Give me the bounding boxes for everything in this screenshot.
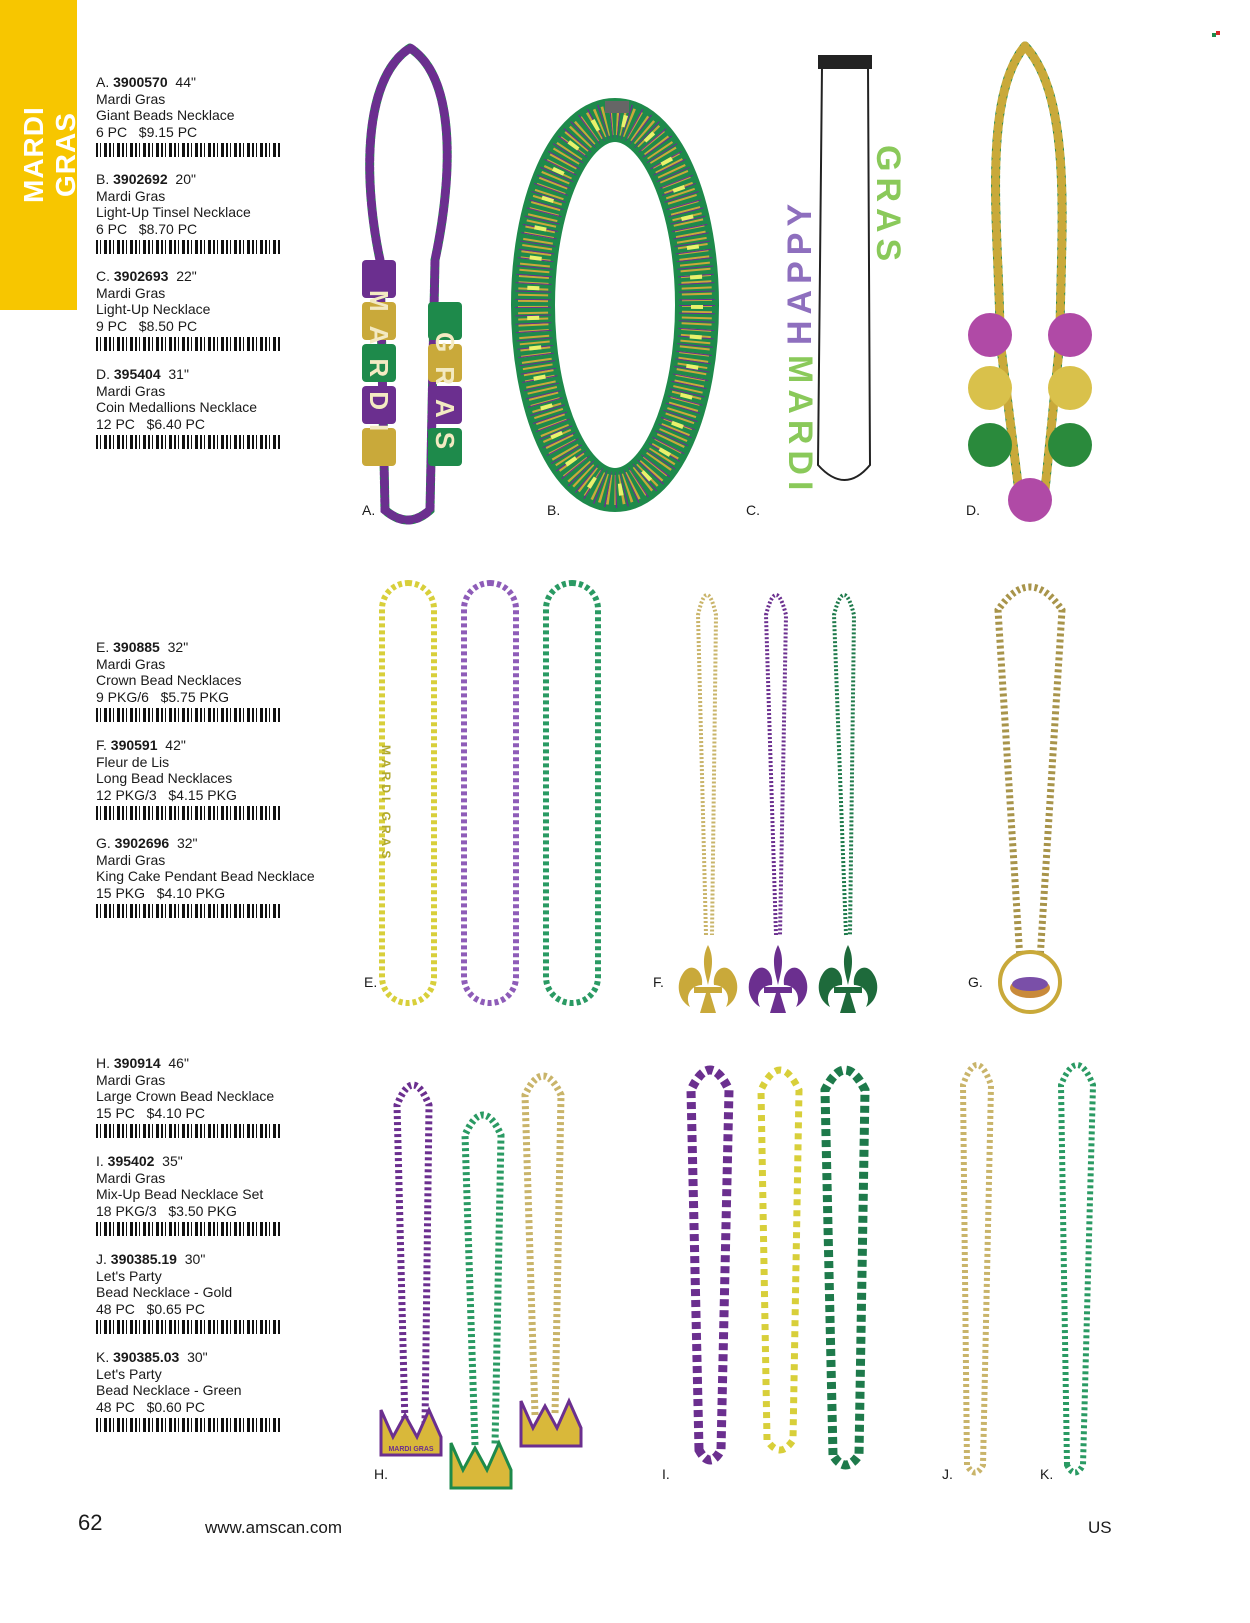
product-sku-line: I. 395402 35": [96, 1153, 183, 1169]
product-line1: Mardi Gras: [96, 1169, 166, 1186]
product-pack-price: 48 PC $0.60 PC: [96, 1398, 205, 1415]
product-pack-price: 9 PC $8.50 PC: [96, 317, 198, 334]
product-pack-price: 12 PC $6.40 PC: [96, 415, 205, 432]
product-line2: Crown Bead Necklaces: [96, 672, 242, 688]
product-f: [96, 737, 346, 820]
product-pack-price: 48 PC $0.65 PC: [96, 1300, 205, 1317]
image-label-i: I.: [662, 1466, 670, 1482]
product-e: [96, 639, 346, 722]
product-line2: Long Bead Necklaces: [96, 770, 233, 786]
barcode: [96, 1418, 282, 1432]
product-h: [96, 1055, 346, 1138]
barcode: [96, 1320, 282, 1334]
image-label-j: J.: [942, 1466, 953, 1482]
product-j: [96, 1251, 346, 1334]
page-number: 62: [78, 1510, 103, 1535]
necklace-c-image: [770, 45, 930, 515]
barcode: [96, 337, 282, 351]
product-line2: Bead Necklace - Gold: [96, 1284, 233, 1300]
barcode: [96, 143, 282, 157]
necklace-i-image: [675, 1060, 890, 1490]
product-line2: Coin Medallions Necklace: [96, 399, 258, 415]
image-label-c: C.: [746, 502, 760, 518]
product-b: [96, 171, 346, 254]
product-pack-price: 18 PKG/3 $3.50 PKG: [96, 1202, 237, 1219]
product-line1: Mardi Gras: [96, 284, 166, 301]
product-sku-line: F. 390591 42": [96, 737, 186, 753]
product-line1: Let's Party: [96, 1267, 162, 1284]
necklace-g-image: [980, 570, 1080, 1020]
product-pack-price: 6 PC $9.15 PC: [96, 123, 198, 140]
image-label-b: B.: [547, 502, 561, 518]
barcode: [96, 1222, 282, 1236]
barcode: [96, 1124, 282, 1138]
necklace-b-image: [505, 95, 725, 515]
product-sku-line: B. 3902692 20": [96, 171, 196, 187]
product-sku-line: D. 395404 31": [96, 366, 189, 382]
necklace-jk-image: [955, 1055, 1105, 1485]
product-line1: Fleur de Lis: [96, 753, 170, 770]
necklace-h-image: [375, 1065, 590, 1505]
product-pack-price: 6 PC $8.70 PC: [96, 220, 198, 237]
necklace-c-right-letters: GRAS: [869, 145, 907, 268]
necklace-c-left-letters: HAPPY: [781, 197, 819, 345]
product-line2: King Cake Pendant Bead Necklace: [96, 868, 315, 884]
product-line2: Light-Up Necklace: [96, 301, 211, 317]
image-label-g: G.: [968, 974, 983, 990]
product-sku-line: A. 3900570 44": [96, 74, 196, 90]
necklace-f-image: [670, 575, 890, 1020]
necklace-a-left-letters: MARDI: [364, 290, 394, 446]
product-c: [96, 268, 346, 351]
image-label-a: A.: [362, 502, 376, 518]
product-line1: Mardi Gras: [96, 90, 166, 107]
product-sku-line: K. 390385.03 30": [96, 1349, 208, 1365]
necklace-a-right-letters: GRAS: [430, 332, 460, 464]
footer-region: US: [1088, 1518, 1112, 1537]
product-line1: Let's Party: [96, 1365, 162, 1382]
product-d: [96, 366, 346, 449]
product-line2: Large Crown Bead Necklace: [96, 1088, 275, 1104]
section-tab-label: MARDI GRAS: [18, 106, 81, 204]
product-sku-line: C. 3902693 22": [96, 268, 197, 284]
necklace-d-image: [960, 40, 1110, 530]
necklace-c-mid-letters: MARDI: [781, 355, 819, 497]
image-label-f: F.: [653, 974, 664, 990]
product-line1: Mardi Gras: [96, 382, 166, 399]
barcode: [96, 240, 282, 254]
product-sku-line: G. 3902696 32": [96, 835, 198, 851]
fleur-de-lis-pendants: [679, 945, 878, 1013]
barcode: [96, 708, 282, 722]
product-line1: Mardi Gras: [96, 1071, 166, 1088]
barcode: [96, 435, 282, 449]
corner-registration-mark: [1212, 31, 1222, 41]
necklace-a-image: [350, 40, 490, 530]
image-label-k: K.: [1040, 1466, 1054, 1482]
product-line1: Mardi Gras: [96, 187, 166, 204]
barcode: [96, 806, 282, 820]
necklace-h-pendant-text: MARDI GRAS: [388, 1446, 434, 1453]
image-label-d: D.: [966, 502, 980, 518]
product-i: [96, 1153, 346, 1236]
product-pack-price: 9 PKG/6 $5.75 PKG: [96, 688, 230, 705]
product-pack-price: 15 PKG $4.10 PKG: [96, 884, 226, 901]
product-sku-line: H. 390914 46": [96, 1055, 189, 1071]
product-line1: Mardi Gras: [96, 851, 166, 868]
image-label-e: E.: [364, 974, 378, 990]
necklace-e-image: [370, 575, 630, 1015]
image-label-h: H.: [374, 1466, 388, 1482]
necklace-e-bead-text: MARDI GRAS: [379, 745, 393, 863]
product-a: [96, 74, 346, 157]
product-g: [96, 835, 346, 918]
product-line2: Giant Beads Necklace: [96, 107, 235, 123]
section-tab: [0, 0, 81, 310]
barcode: [96, 904, 282, 918]
product-line2: Light-Up Tinsel Necklace: [96, 204, 251, 220]
product-line2: Mix-Up Bead Necklace Set: [96, 1186, 264, 1202]
footer-url[interactable]: www.amscan.com: [205, 1518, 342, 1537]
product-line2: Bead Necklace - Green: [96, 1382, 242, 1398]
product-line1: Mardi Gras: [96, 655, 166, 672]
product-sku-line: J. 390385.19 30": [96, 1251, 206, 1267]
product-pack-price: 12 PKG/3 $4.15 PKG: [96, 786, 237, 803]
product-k: [96, 1349, 346, 1432]
product-pack-price: 15 PC $4.10 PC: [96, 1104, 205, 1121]
product-sku-line: E. 390885 32": [96, 639, 189, 655]
